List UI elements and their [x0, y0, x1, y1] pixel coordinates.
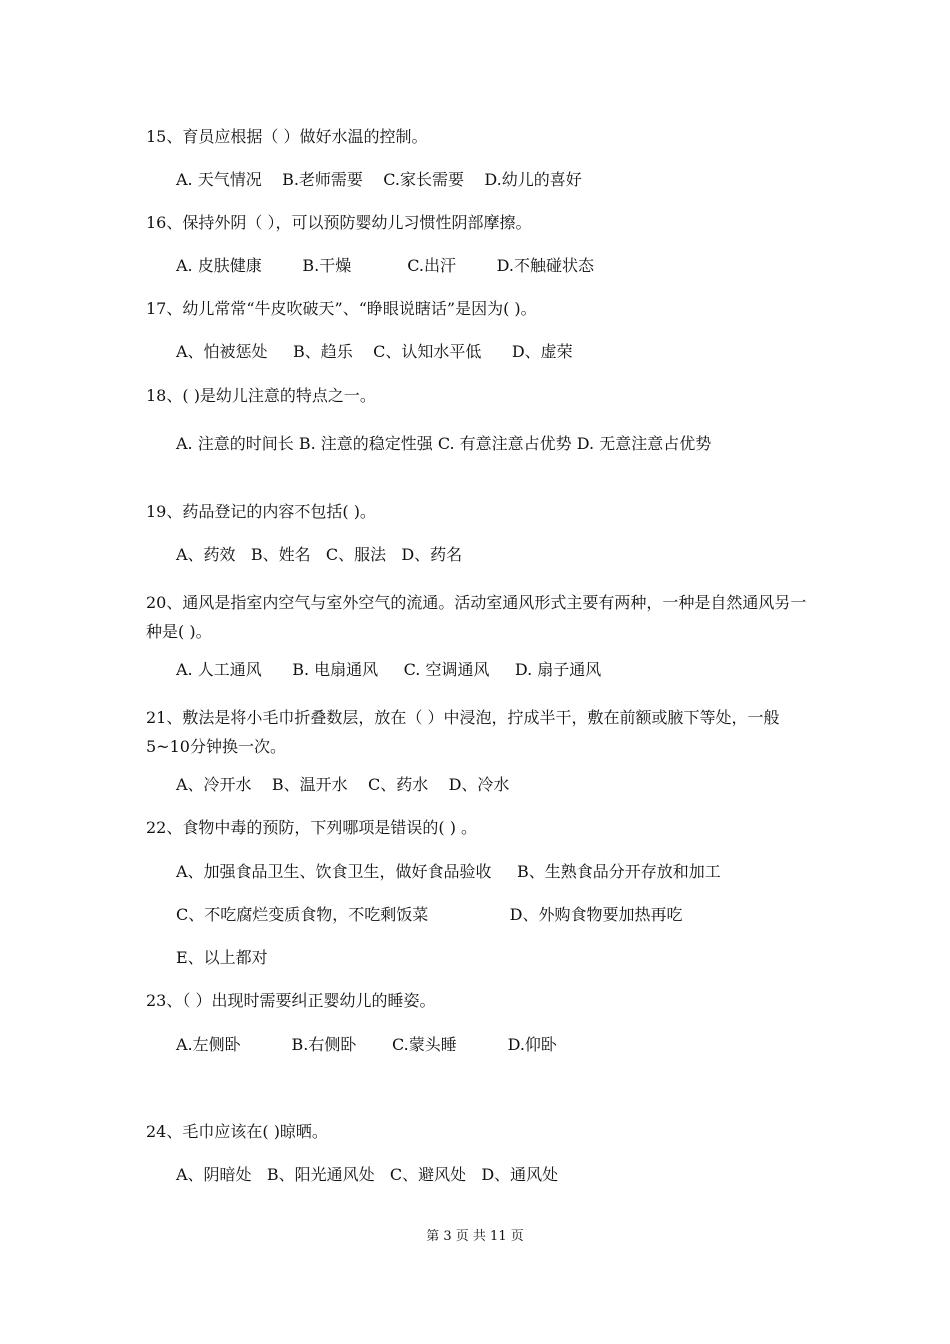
question-text: 15、育员应根据（ ）做好水温的控制。: [146, 127, 428, 146]
question-options: A、冷开水 B、温开水 C、药水 D、冷水: [176, 775, 510, 794]
question-text: 24、毛巾应该在( )晾晒。: [146, 1122, 328, 1141]
question-options: A. 注意的时间长 B. 注意的稳定性强 C. 有意注意占优势 D. 无意注意占优势: [176, 434, 712, 453]
question-text: 22、食物中毒的预防，下列哪项是错误的( ) 。: [146, 818, 478, 837]
question-text: 21、敷法是将小毛巾折叠数层，放在（ ）中浸泡，拧成半干，敷在前额或腋下等处，一般5~10分钟换一次。: [146, 708, 780, 756]
question-options: A. 天气情况 B.老师需要 C.家长需要 D.幼儿的喜好: [176, 170, 582, 189]
question-text: 23、（ ）出现时需要纠正婴幼儿的睡姿。: [146, 991, 436, 1010]
question-options: A.左侧卧 B.右侧卧 C.蒙头睡 D.仰卧: [176, 1035, 557, 1054]
page-number: 第 3 页 共 11 页: [426, 1229, 524, 1244]
question-options: A、怕被惩处 B、趋乐 C、认知水平低 D、虚荣: [176, 342, 573, 361]
question-text: 16、保持外阴（ ），可以预防婴幼儿习惯性阴部摩擦。: [146, 213, 532, 232]
question-text: 18、( )是幼儿注意的特点之一。: [146, 386, 376, 405]
question-options: A、阴暗处 B、阳光通风处 C、避风处 D、通风处: [176, 1165, 559, 1184]
question-text: 20、通风是指室内空气与室外空气的流通。活动室通风形式主要有两种，一种是自然通风另一种是( )。: [146, 593, 807, 641]
question-options: A. 皮肤健康 B.干燥 C.出汗 D.不触碰状态: [176, 256, 594, 275]
question-text: 19、药品登记的内容不包括( )。: [146, 502, 376, 521]
question-text: 17、幼儿常常“牛皮吹破天”、“睁眼说瞎话”是因为( )。: [146, 299, 537, 318]
question-options: E、以上都对: [176, 948, 268, 967]
question-options: A、药效 B、姓名 C、服法 D、药名: [176, 545, 463, 564]
question-options: A. 人工通风 B. 电扇通风 C. 空调通风 D. 扇子通风: [176, 660, 602, 679]
question-options: A、加强食品卫生、饮食卫生，做好食品验收 B、生熟食品分开存放和加工: [176, 862, 721, 881]
question-options: C、不吃腐烂变质食物，不吃剩饭菜 D、外购食物要加热再吃: [176, 905, 683, 924]
